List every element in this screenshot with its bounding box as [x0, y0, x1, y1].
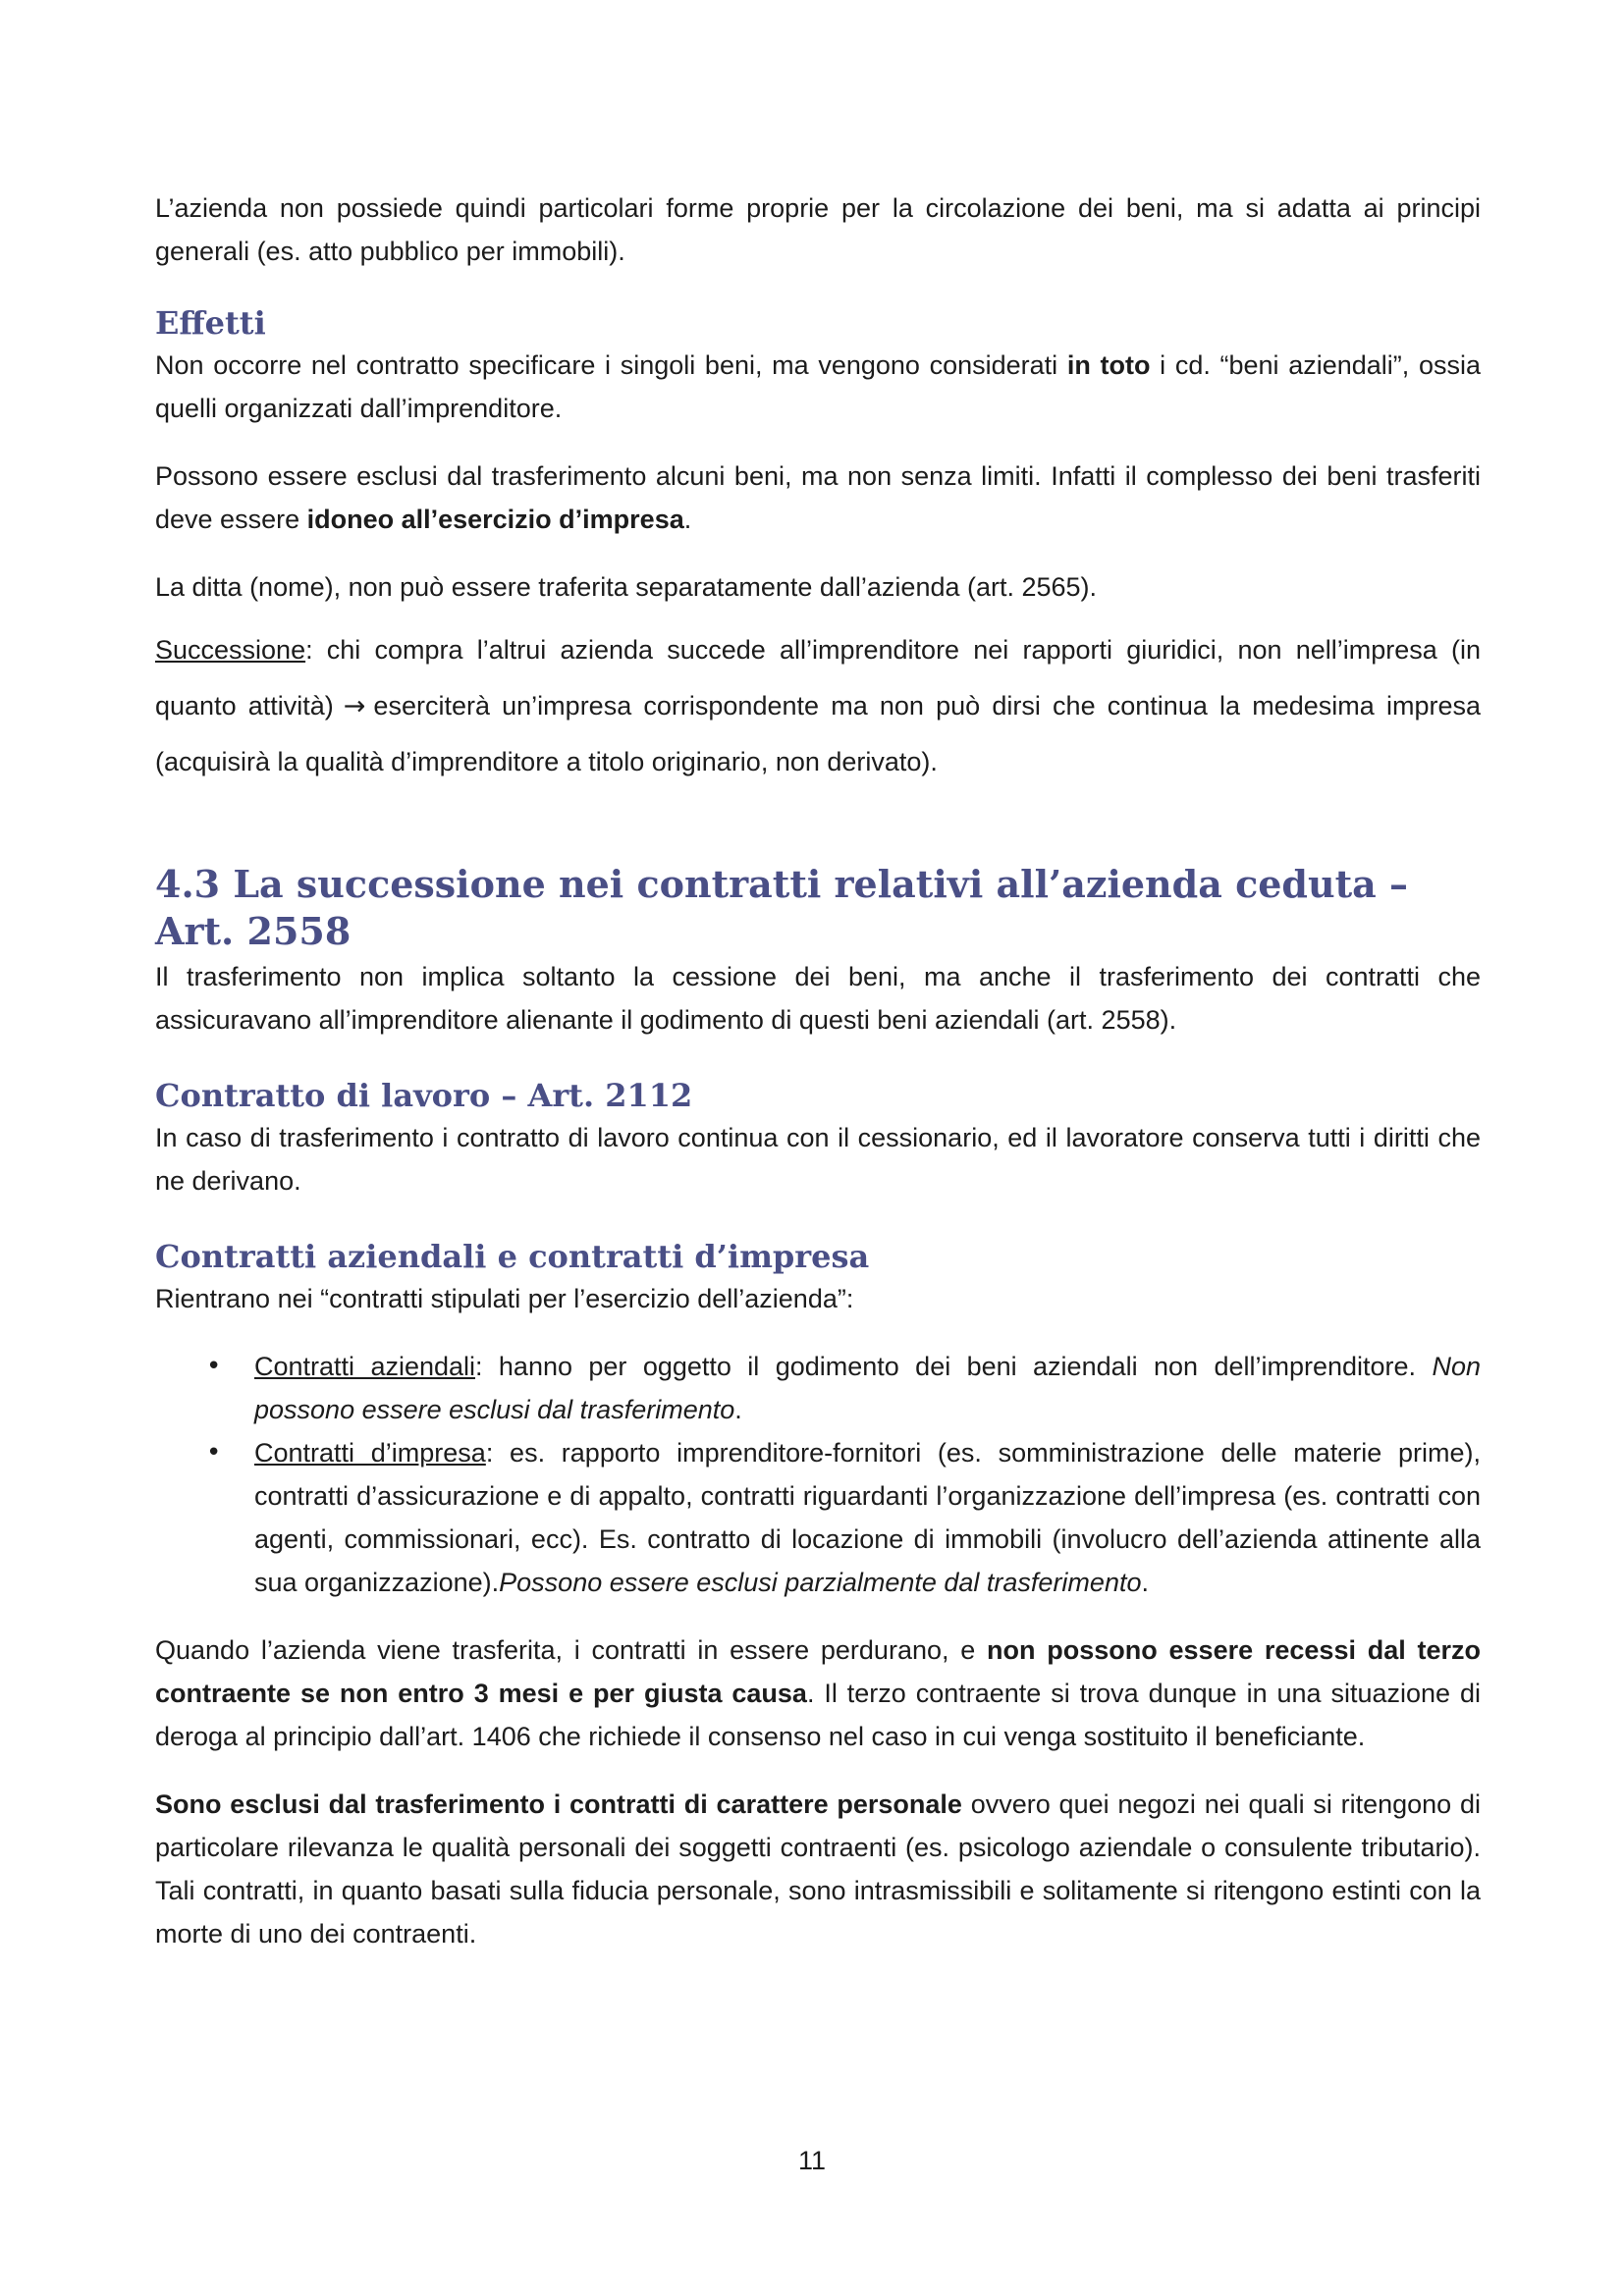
lavoro-paragraph: In caso di trasferimento i contratto di lavoro continua con il cessionario, ed il lavoratore conserva tutti i diritti che ne derivano. — [155, 1123, 1481, 1196]
list-item: • Contratti aziendali: hanno per oggetto il godimento dei beni aziendali non dell’imprenditore. Non possono essere esclusi dal trasferimento. — [254, 1345, 1481, 1431]
section-4-3-paragraph: Il trasferimento non implica soltanto la cessione dei beni, ma anche il trasferimento dei contratti che assicuravano all’imprenditore alienante il godimento di questi beni aziendali (art. 2558). — [155, 962, 1481, 1035]
arrow-right-icon: → — [343, 691, 366, 721]
bold-in-toto: in toto — [1066, 350, 1151, 380]
page-number: 11 — [797, 2146, 827, 2175]
bold-non-recessi: non possono essere recessi dal terzo contraente se non entro 3 mesi e per giusta causa — [155, 1635, 1481, 1708]
section-heading-4-3: 4.3 La successione nei contratti relativi all’azienda ceduta – Art. 2558 — [155, 862, 1409, 953]
document-body — [155, 187, 1481, 1955]
bold-esclusi: Sono esclusi dal trasferimento i contratti di carattere personale — [155, 1789, 962, 1819]
heading-effetti: Effetti — [155, 304, 266, 342]
aziendali-intro: Rientrano nei “contratti stipulati per l’esercizio dell’azienda”: — [155, 1284, 854, 1313]
bullet-icon: • — [206, 1352, 222, 1381]
contracts-list — [155, 1345, 1481, 1604]
effetti-paragraph-2: Possono essere esclusi dal trasferimento alcuni beni, ma non senza limiti. Infatti il complesso dei beni trasferiti deve essere idoneo all’esercizio d’impresa. — [155, 461, 1481, 534]
intro-paragraph: L’azienda non possiede quindi particolari forme proprie per la circolazione dei beni, ma si adatta ai principi generali (es. atto pubblico per immobili). — [155, 193, 1481, 266]
item-label: Contratti d’impresa — [254, 1438, 486, 1468]
heading-contratto-lavoro: Contratto di lavoro – Art. 2112 — [155, 1077, 693, 1114]
bold-idoneo: idoneo all’esercizio d’impresa — [306, 505, 684, 534]
successione-paragraph: Successione: chi compra l’altrui azienda succede all’imprenditore nei rapporti giuridici, non nell’impresa (in quanto attività) → eserciterà un’impresa corrispondente ma non può dirsi che continua la medesima impresa (acquisirà la qualità d’imprenditore a titolo originario, non derivato). — [155, 635, 1482, 776]
effetti-paragraph-1: Non occorre nel contratto specificare i singoli beni, ma vengono considerati in toto i cd. “beni aziendali”, ossia quelli organizzati dall’imprenditore. — [155, 350, 1481, 423]
list-item: • Contratti d’impresa: es. rapporto imprenditore-fornitori (es. somministrazione delle materie prime), contratti d’assicurazione e di appalto, contratti riguardanti l’organizzazione dell’impresa (es. contratti con agenti, commissionari, ecc). Es. contratto di locazione di immobili (involucro dell’azienda attinente alla sua organizzazione).Possono essere esclusi parzialmente dal trasferimento. — [254, 1431, 1481, 1604]
aziendali-paragraph-2: Quando l’azienda viene trasferita, i contratti in essere perdurano, e non possono essere recessi dal terzo contraente se non entro 3 mesi e per giusta causa. Il terzo contraente si trova dunque in una situazione di deroga al principio dall’art. 1406 che richiede il consenso nel caso in cui venga sostituito il beneficiante. — [155, 1635, 1481, 1751]
item-label: Contratti aziendali — [254, 1352, 476, 1381]
successione-label: Successione — [155, 635, 306, 665]
bullet-icon: • — [206, 1438, 222, 1468]
effetti-paragraph-3: La ditta (nome), non può essere traferita separatamente dall’azienda (art. 2565). — [155, 572, 1098, 602]
aziendali-paragraph-3: Sono esclusi dal trasferimento i contratti di carattere personale ovvero quei negozi nei quali si ritengono di particolare rilevanza le qualità personali dei soggetti contraenti (es. psicologo aziendale o consulente tributario). Tali contratti, in quanto basati sulla fiducia personale, sono intrasmissibili e solitamente si ritengono estinti con la morte di uno dei contraenti. — [155, 1789, 1481, 1949]
heading-contratti-aziendali: Contratti aziendali e contratti d’impresa — [155, 1238, 870, 1275]
